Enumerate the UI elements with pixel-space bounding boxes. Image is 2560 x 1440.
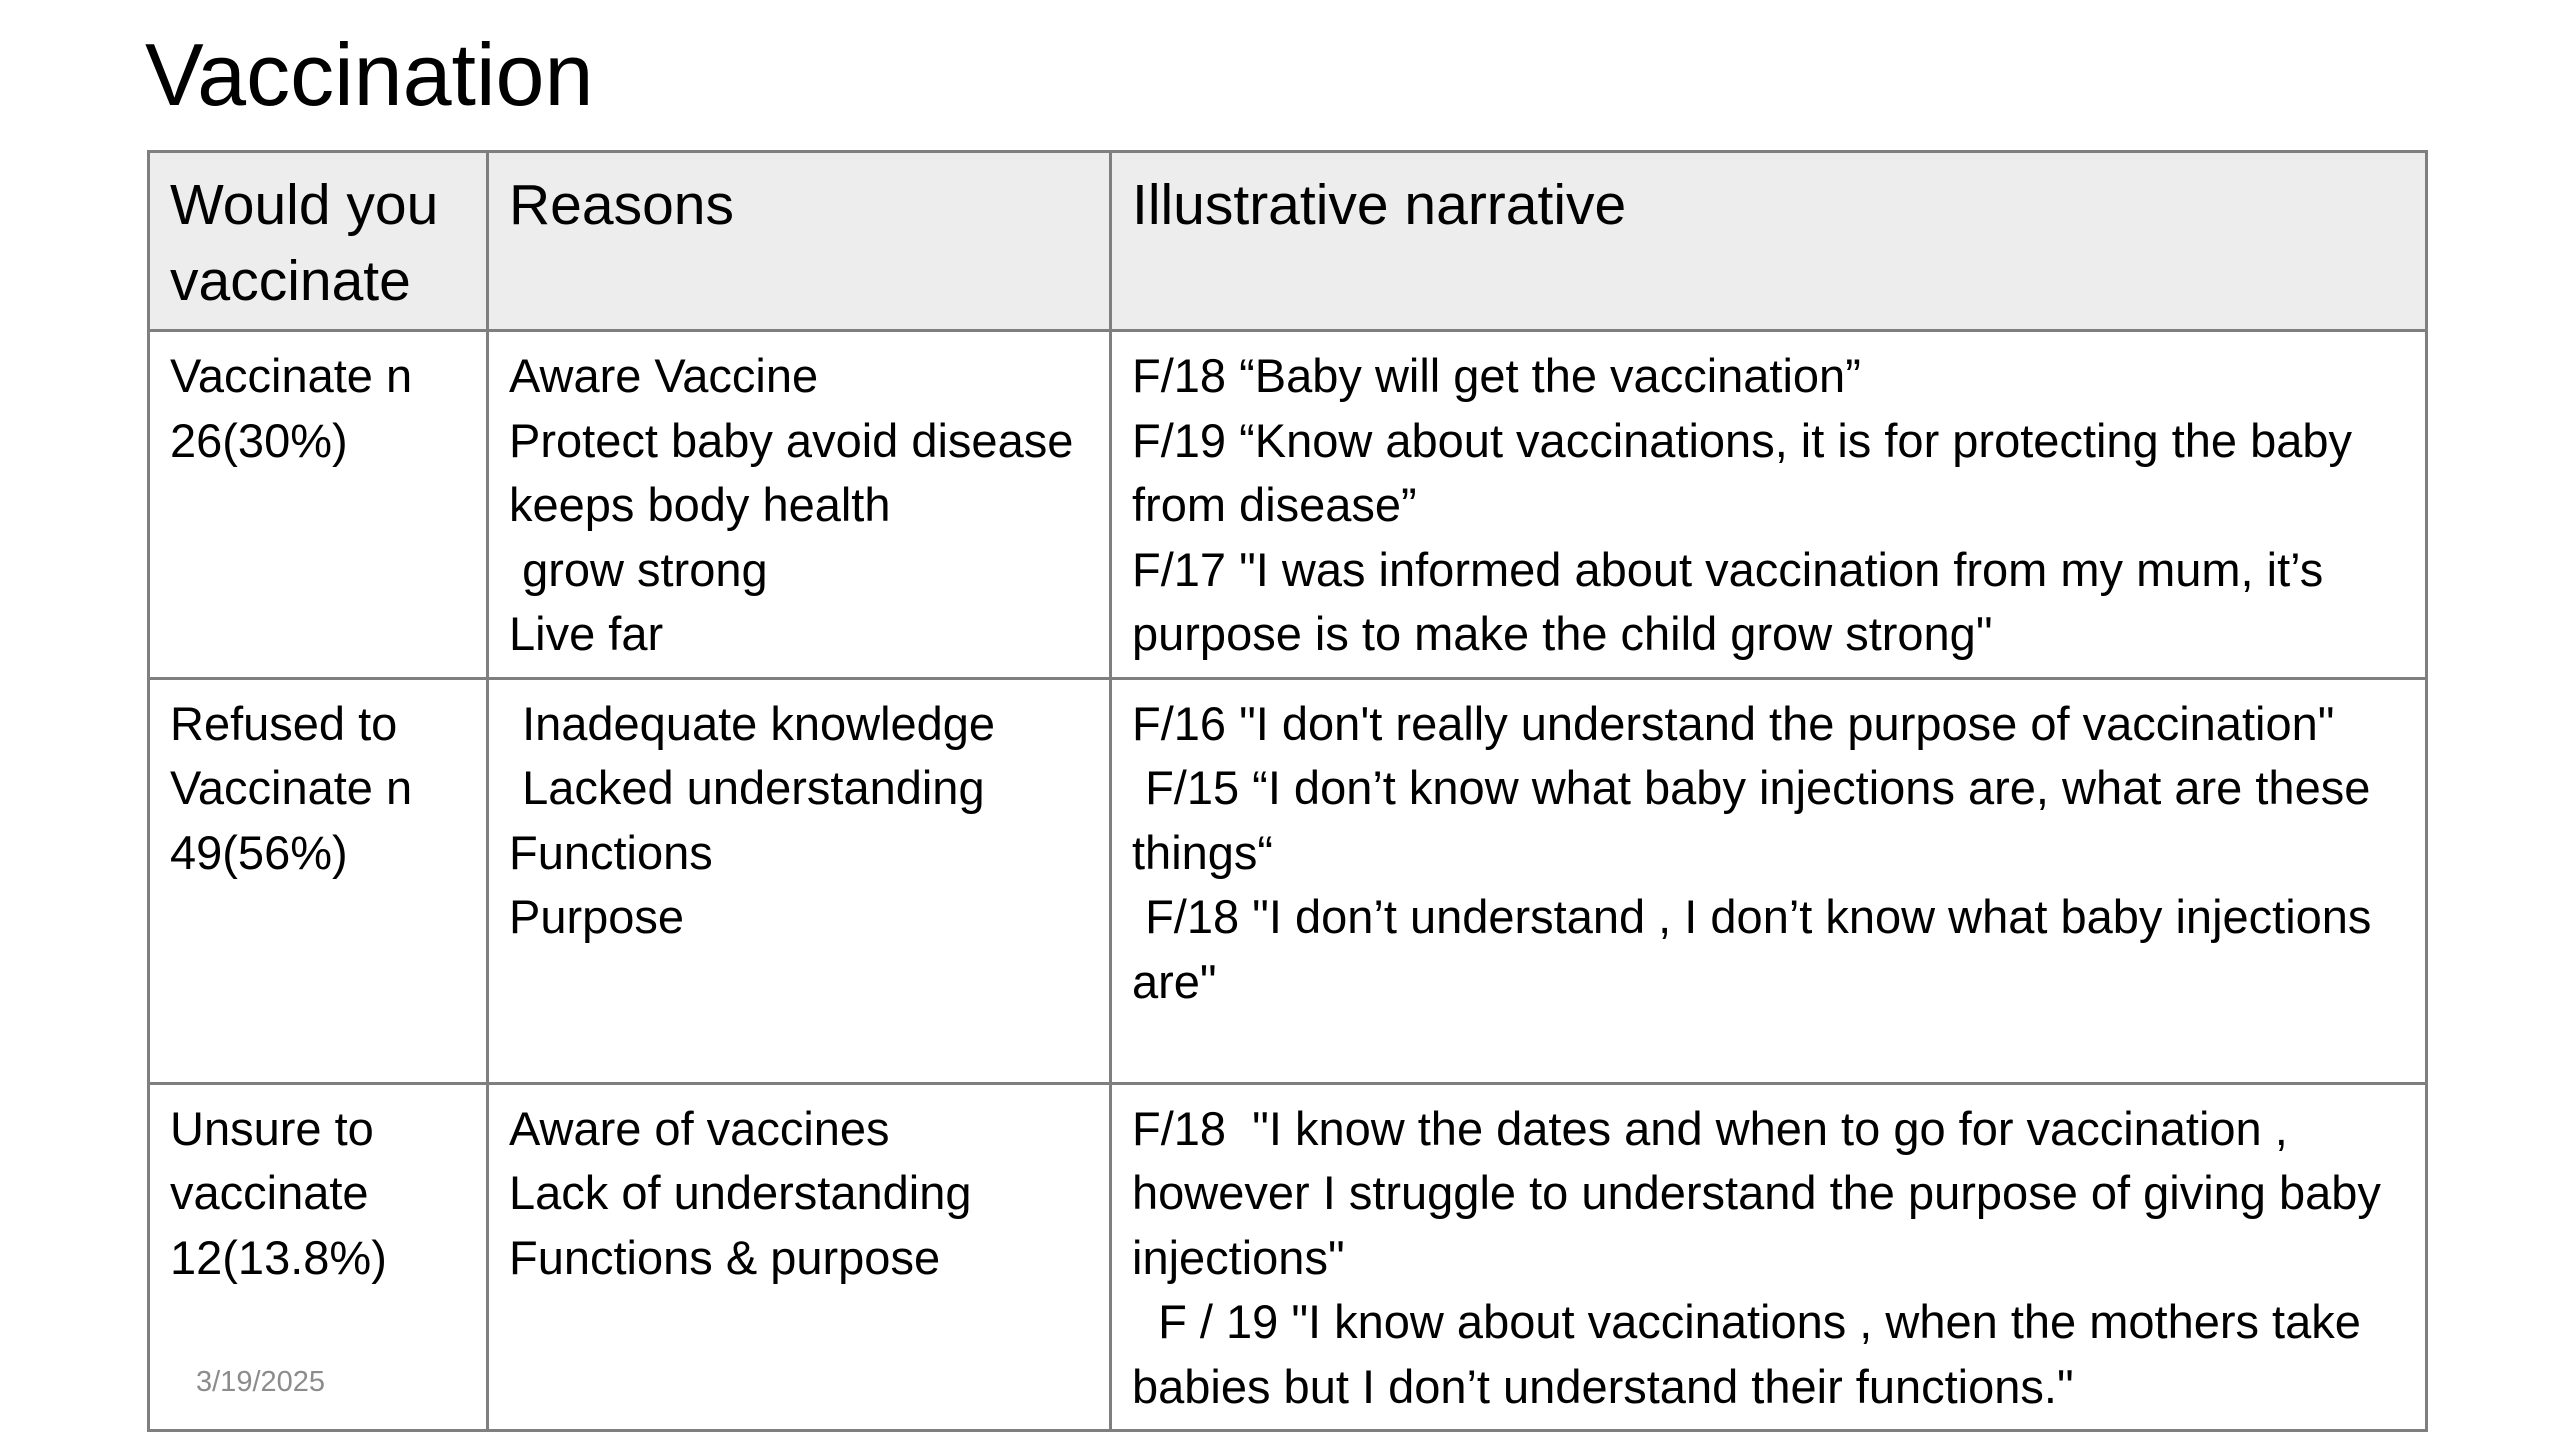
table-row-unsure	[149, 1083, 2427, 1431]
reason-line: Functions & purpose	[509, 1230, 941, 1284]
reason-line: Functions	[509, 825, 713, 879]
header-illustrative-narrative: Illustrative narrative	[1111, 152, 2427, 331]
table-row-vaccinate	[149, 331, 2427, 679]
narrative-quote: F / 19 "I know about vaccinations , when the mothers take babies but I don’t understand their functions."	[1132, 1295, 2374, 1413]
group-line: Refused to	[170, 696, 398, 750]
narrative-quote: F/17 "I was informed about vaccination from my mum, it’s purpose is to make the child grow strong"	[1132, 542, 2337, 660]
group-line: 49(56%)	[170, 825, 348, 879]
group-line: Unsure to	[170, 1101, 374, 1155]
group-line: Vaccinate n	[170, 349, 413, 402]
reasons-cell	[488, 1083, 1111, 1431]
narrative-cell	[1111, 678, 2427, 1083]
reason-line: Lack of understanding	[509, 1166, 972, 1219]
narrative-quote: F/15 “I don’t know what baby injections are, what are these things“	[1132, 761, 2384, 879]
narrative-quote: F/18 “Baby will get the vaccination”	[1132, 349, 1861, 402]
narrative-cell	[1111, 331, 2427, 679]
group-cell	[149, 678, 488, 1083]
slide-title: Vaccination	[145, 25, 594, 124]
reason-line: Purpose	[509, 890, 685, 943]
narrative-quote: F/16 "I don't really understand the purpose of vaccination"	[1132, 696, 2335, 750]
group-line: 12(13.8%)	[170, 1230, 387, 1284]
group-line: 26(30%)	[170, 413, 348, 467]
table-row-refused	[149, 678, 2427, 1083]
slide-date: 3/19/2025	[196, 1366, 326, 1398]
group-line: Vaccinate n	[170, 761, 413, 814]
reason-line: Aware of vaccines	[509, 1101, 890, 1155]
group-line: vaccinate	[170, 1166, 369, 1219]
reason-line: keeps body health	[509, 478, 891, 531]
table-header-row	[149, 152, 2427, 331]
reason-line: Live far	[509, 607, 664, 660]
reason-line: Inadequate knowledge	[509, 696, 996, 750]
narrative-quote: F/18 "I don’t understand , I don’t know what baby injections are"	[1132, 890, 2385, 1008]
header-reasons: Reasons	[488, 152, 1111, 331]
narrative-quote: F/18 "I know the dates and when to go for vaccination , however I struggle to understand the purpose of giving baby injections"	[1132, 1101, 2394, 1284]
reason-line: Lacked understanding	[509, 761, 985, 814]
reason-line: Protect baby avoid disease	[509, 413, 1074, 467]
vaccination-table	[147, 150, 2428, 1432]
reason-line: Aware Vaccine	[509, 349, 819, 402]
header-would-you-vaccinate: Would you vaccinate	[149, 152, 488, 331]
narrative-quote: F/19 “Know about vaccinations, it is for protecting the baby from disease”	[1132, 413, 2366, 531]
narrative-cell	[1111, 1083, 2427, 1431]
reasons-cell	[488, 331, 1111, 679]
reason-line: grow strong	[509, 542, 768, 596]
reasons-cell	[488, 678, 1111, 1083]
group-cell	[149, 331, 488, 679]
